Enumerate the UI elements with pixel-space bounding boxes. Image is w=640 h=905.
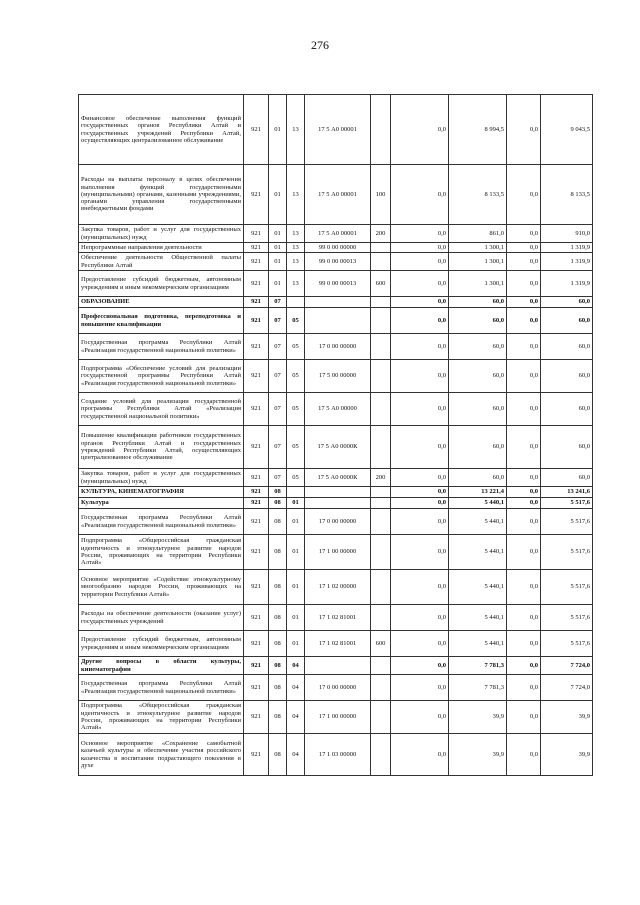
- sum3-cell: 0,0: [507, 297, 541, 308]
- csr-cell: [305, 498, 371, 509]
- csr-cell: 17 1 02 81001: [305, 631, 371, 657]
- table-row: [79, 734, 593, 776]
- sum4-cell: 9 043,5: [541, 95, 593, 165]
- sum3-cell: 0,0: [507, 253, 541, 271]
- vr-cell: 600: [371, 271, 391, 297]
- vr-cell: [371, 393, 391, 426]
- sum3-cell: 0,0: [507, 243, 541, 253]
- table-row: [79, 426, 593, 469]
- csr-cell: 17 1 00 00000: [305, 701, 371, 734]
- sum2-cell: 60,0: [449, 469, 507, 487]
- sum3-cell: 0,0: [507, 334, 541, 360]
- sum2-cell: 5 440,1: [449, 498, 507, 509]
- sum2-cell: 60,0: [449, 360, 507, 393]
- rz-cell: 08: [269, 487, 287, 498]
- vr-cell: 200: [371, 225, 391, 243]
- sum3-cell: 0,0: [507, 271, 541, 297]
- sum1-cell: 0,0: [391, 271, 449, 297]
- csr-cell: 99 0 00 00000: [305, 243, 371, 253]
- sum3-cell: 0,0: [507, 509, 541, 535]
- sum1-cell: 0,0: [391, 570, 449, 605]
- row-name: КУЛЬТУРА, КИНЕМАТОГРАФИЯ: [79, 487, 244, 498]
- pr-cell: 13: [287, 165, 305, 225]
- table-row: [79, 297, 593, 308]
- sum3-cell: 0,0: [507, 165, 541, 225]
- vr-cell: [371, 297, 391, 308]
- rz-cell: 08: [269, 605, 287, 631]
- sum1-cell: 0,0: [391, 95, 449, 165]
- rz-cell: 07: [269, 297, 287, 308]
- sum4-cell: 7 724,0: [541, 675, 593, 701]
- row-name: Основное мероприятие «Сохранение самобытной казачьей культуры и обеспечение участия российского казачества в воспитании подрастающего поколения в духе: [79, 734, 244, 776]
- rz-cell: 01: [269, 165, 287, 225]
- pr-cell: [287, 487, 305, 498]
- pr-cell: 04: [287, 701, 305, 734]
- pr-cell: 01: [287, 605, 305, 631]
- rz-cell: 08: [269, 631, 287, 657]
- grbs-cell: 921: [244, 487, 269, 498]
- csr-cell: [305, 308, 371, 334]
- sum1-cell: 0,0: [391, 675, 449, 701]
- rz-cell: 08: [269, 734, 287, 776]
- sum2-cell: 8 133,5: [449, 165, 507, 225]
- table-row: [79, 253, 593, 271]
- sum4-cell: 5 517,6: [541, 509, 593, 535]
- sum3-cell: 0,0: [507, 570, 541, 605]
- grbs-cell: 921: [244, 271, 269, 297]
- row-name: Культура: [79, 498, 244, 509]
- sum2-cell: 5 440,1: [449, 509, 507, 535]
- csr-cell: 17 1 03 00000: [305, 734, 371, 776]
- vr-cell: [371, 253, 391, 271]
- rz-cell: 07: [269, 334, 287, 360]
- sum1-cell: 0,0: [391, 225, 449, 243]
- vr-cell: [371, 360, 391, 393]
- row-name: Основное мероприятие «Содействие этнокультурному многообразию народов России, проживающих на территории Республики Алтай»: [79, 570, 244, 605]
- sum4-cell: 7 724,0: [541, 657, 593, 675]
- sum3-cell: 0,0: [507, 631, 541, 657]
- sum2-cell: 7 781,3: [449, 675, 507, 701]
- csr-cell: 17 5 А0 0000К: [305, 469, 371, 487]
- csr-cell: 17 1 02 81001: [305, 605, 371, 631]
- vr-cell: [371, 334, 391, 360]
- row-name: Подпрограмма «Обеспечение условий для реализации государственной программы Республики Алтай «Реализация государственной национальной политики»: [79, 360, 244, 393]
- sum1-cell: 0,0: [391, 308, 449, 334]
- row-name: Финансовое обеспечение выполнения функций государственных органов Республики Алтай и государственных учреждений Республики Алтай, осуществляющих централизованное обслуживание: [79, 95, 244, 165]
- rz-cell: 07: [269, 393, 287, 426]
- grbs-cell: 921: [244, 509, 269, 535]
- sum2-cell: 1 300,1: [449, 243, 507, 253]
- sum4-cell: 1 319,9: [541, 271, 593, 297]
- vr-cell: [371, 509, 391, 535]
- pr-cell: 01: [287, 535, 305, 570]
- row-name: Непрограммные направления деятельности: [79, 243, 244, 253]
- sum1-cell: 0,0: [391, 509, 449, 535]
- sum3-cell: 0,0: [507, 498, 541, 509]
- csr-cell: 17 0 00 00000: [305, 509, 371, 535]
- csr-cell: 17 0 00 00000: [305, 675, 371, 701]
- table-row: [79, 271, 593, 297]
- sum4-cell: 1 319,9: [541, 243, 593, 253]
- sum4-cell: 39,9: [541, 701, 593, 734]
- sum2-cell: 60,0: [449, 426, 507, 469]
- sum1-cell: 0,0: [391, 165, 449, 225]
- rz-cell: 01: [269, 225, 287, 243]
- vr-cell: [371, 308, 391, 334]
- sum1-cell: 0,0: [391, 498, 449, 509]
- sum1-cell: 0,0: [391, 426, 449, 469]
- pr-cell: 05: [287, 426, 305, 469]
- grbs-cell: 921: [244, 243, 269, 253]
- grbs-cell: 921: [244, 308, 269, 334]
- rz-cell: 07: [269, 308, 287, 334]
- row-name: Повышение квалификации работников государственных органов Республики Алтай и государственных учреждений Республики Алтай, осуществляющих централизованное обслуживание: [79, 426, 244, 469]
- sum1-cell: 0,0: [391, 605, 449, 631]
- row-name: Подпрограмма «Общероссийская гражданская идентичность и этнокультурное развитие народов России, проживающих на территории Республики Алтай»: [79, 701, 244, 734]
- vr-cell: [371, 487, 391, 498]
- row-name: Предоставление субсидий бюджетным, автономным учреждениям и иным некоммерческим организациям: [79, 271, 244, 297]
- csr-cell: 17 1 00 00000: [305, 535, 371, 570]
- sum2-cell: 8 994,5: [449, 95, 507, 165]
- table-row: [79, 165, 593, 225]
- grbs-cell: 921: [244, 225, 269, 243]
- csr-cell: [305, 487, 371, 498]
- grbs-cell: 921: [244, 469, 269, 487]
- table-row: [79, 570, 593, 605]
- vr-cell: [371, 605, 391, 631]
- sum2-cell: 60,0: [449, 393, 507, 426]
- pr-cell: 04: [287, 675, 305, 701]
- row-name: Обеспечение деятельности Общественной палаты Республики Алтай: [79, 253, 244, 271]
- rz-cell: 08: [269, 535, 287, 570]
- rz-cell: 08: [269, 498, 287, 509]
- csr-cell: [305, 297, 371, 308]
- sum4-cell: 60,0: [541, 308, 593, 334]
- pr-cell: 01: [287, 498, 305, 509]
- pr-cell: 01: [287, 631, 305, 657]
- table-row: [79, 308, 593, 334]
- vr-cell: [371, 95, 391, 165]
- pr-cell: 13: [287, 271, 305, 297]
- vr-cell: [371, 426, 391, 469]
- grbs-cell: 921: [244, 605, 269, 631]
- sum3-cell: 0,0: [507, 225, 541, 243]
- vr-cell: [371, 701, 391, 734]
- table-row: [79, 95, 593, 165]
- sum1-cell: 0,0: [391, 243, 449, 253]
- table-row: [79, 334, 593, 360]
- table-row: [79, 469, 593, 487]
- sum2-cell: 5 440,1: [449, 535, 507, 570]
- row-name: Подпрограмма «Общероссийская гражданская идентичность и этнокультурное развитие народов России, проживающих на территории Республики Алтай»: [79, 535, 244, 570]
- sum4-cell: 60,0: [541, 469, 593, 487]
- row-name: Другие вопросы в области культуры, кинематографии: [79, 657, 244, 675]
- rz-cell: 07: [269, 469, 287, 487]
- grbs-cell: 921: [244, 253, 269, 271]
- sum4-cell: 5 517,6: [541, 535, 593, 570]
- csr-cell: 17 1 02 00000: [305, 570, 371, 605]
- sum3-cell: 0,0: [507, 360, 541, 393]
- sum1-cell: 0,0: [391, 253, 449, 271]
- rz-cell: 08: [269, 657, 287, 675]
- sum4-cell: 60,0: [541, 297, 593, 308]
- row-name: Государственная программа Республики Алтай «Реализация государственной национальной политики»: [79, 334, 244, 360]
- grbs-cell: 921: [244, 675, 269, 701]
- sum2-cell: 60,0: [449, 334, 507, 360]
- grbs-cell: 921: [244, 734, 269, 776]
- row-name: Закупка товаров, работ и услуг для государственных (муниципальных) нужд: [79, 469, 244, 487]
- sum4-cell: 60,0: [541, 426, 593, 469]
- grbs-cell: 921: [244, 334, 269, 360]
- vr-cell: [371, 243, 391, 253]
- rz-cell: 01: [269, 95, 287, 165]
- grbs-cell: 921: [244, 165, 269, 225]
- sum2-cell: 39,9: [449, 701, 507, 734]
- sum2-cell: 60,0: [449, 297, 507, 308]
- sum4-cell: 5 517,6: [541, 605, 593, 631]
- grbs-cell: 921: [244, 701, 269, 734]
- csr-cell: 17 5 А0 0000К: [305, 426, 371, 469]
- sum3-cell: 0,0: [507, 701, 541, 734]
- vr-cell: [371, 570, 391, 605]
- csr-cell: 99 0 00 00013: [305, 271, 371, 297]
- sum2-cell: 1 300,1: [449, 253, 507, 271]
- grbs-cell: 921: [244, 631, 269, 657]
- pr-cell: 13: [287, 95, 305, 165]
- row-name: ОБРАЗОВАНИЕ: [79, 297, 244, 308]
- sum2-cell: 861,0: [449, 225, 507, 243]
- sum1-cell: 0,0: [391, 535, 449, 570]
- vr-cell: [371, 675, 391, 701]
- csr-cell: 17 5 00 00000: [305, 360, 371, 393]
- pr-cell: 05: [287, 334, 305, 360]
- pr-cell: 05: [287, 469, 305, 487]
- row-name: Предоставление субсидий бюджетным, автономным учреждениям и иным некоммерческим организациям: [79, 631, 244, 657]
- vr-cell: [371, 498, 391, 509]
- rz-cell: 08: [269, 675, 287, 701]
- sum1-cell: 0,0: [391, 657, 449, 675]
- rz-cell: 08: [269, 701, 287, 734]
- table-row: [79, 393, 593, 426]
- sum1-cell: 0,0: [391, 487, 449, 498]
- pr-cell: 05: [287, 308, 305, 334]
- sum1-cell: 0,0: [391, 334, 449, 360]
- rz-cell: 01: [269, 271, 287, 297]
- sum1-cell: 0,0: [391, 701, 449, 734]
- pr-cell: 13: [287, 225, 305, 243]
- sum4-cell: 910,0: [541, 225, 593, 243]
- sum2-cell: 1 300,1: [449, 271, 507, 297]
- sum1-cell: 0,0: [391, 393, 449, 426]
- sum3-cell: 0,0: [507, 605, 541, 631]
- table-row: [79, 605, 593, 631]
- row-name: Государственная программа Республики Алтай «Реализация государственной национальной политики»: [79, 509, 244, 535]
- row-name: Государственная программа Республики Алтай «Реализация государственной национальной политики»: [79, 675, 244, 701]
- table-row: [79, 631, 593, 657]
- sum3-cell: 0,0: [507, 469, 541, 487]
- csr-cell: 17 5 А0 00001: [305, 225, 371, 243]
- sum3-cell: 0,0: [507, 675, 541, 701]
- sum3-cell: 0,0: [507, 426, 541, 469]
- sum4-cell: 60,0: [541, 360, 593, 393]
- grbs-cell: 921: [244, 426, 269, 469]
- table-row: [79, 701, 593, 734]
- pr-cell: 05: [287, 360, 305, 393]
- grbs-cell: 921: [244, 570, 269, 605]
- table-row: [79, 657, 593, 675]
- sum2-cell: 13 221,4: [449, 487, 507, 498]
- sum4-cell: 5 517,6: [541, 631, 593, 657]
- rz-cell: 08: [269, 570, 287, 605]
- sum3-cell: 0,0: [507, 487, 541, 498]
- row-name: Закупка товаров, работ и услуг для государственных (муниципальных) нужд: [79, 225, 244, 243]
- pr-cell: 04: [287, 734, 305, 776]
- pr-cell: 04: [287, 657, 305, 675]
- table-row: [79, 675, 593, 701]
- sum2-cell: 39,9: [449, 734, 507, 776]
- sum1-cell: 0,0: [391, 469, 449, 487]
- row-name: Профессиональная подготовка, переподготовка и повышение квалификации: [79, 308, 244, 334]
- sum1-cell: 0,0: [391, 297, 449, 308]
- budget-table: [78, 94, 593, 776]
- grbs-cell: 921: [244, 297, 269, 308]
- sum3-cell: 0,0: [507, 657, 541, 675]
- vr-cell: [371, 657, 391, 675]
- sum3-cell: 0,0: [507, 734, 541, 776]
- table-row: [79, 487, 593, 498]
- row-name: Расходы на выплаты персоналу в целях обеспечения выполнения функций государственными (муниципальными) органами, казенными учреждениями, органами управления государственными внебюджетными фондами: [79, 165, 244, 225]
- pr-cell: 01: [287, 570, 305, 605]
- sum2-cell: 5 440,1: [449, 570, 507, 605]
- vr-cell: [371, 535, 391, 570]
- sum3-cell: 0,0: [507, 95, 541, 165]
- sum3-cell: 0,0: [507, 308, 541, 334]
- rz-cell: 07: [269, 360, 287, 393]
- sum2-cell: 7 781,3: [449, 657, 507, 675]
- csr-cell: 99 0 00 00013: [305, 253, 371, 271]
- sum1-cell: 0,0: [391, 734, 449, 776]
- sum4-cell: 13 241,6: [541, 487, 593, 498]
- sum2-cell: 60,0: [449, 308, 507, 334]
- grbs-cell: 921: [244, 95, 269, 165]
- table-row: [79, 243, 593, 253]
- pr-cell: 05: [287, 393, 305, 426]
- table-row: [79, 225, 593, 243]
- vr-cell: 200: [371, 469, 391, 487]
- row-name: Создание условий для реализации государственной программы Республики Алтай «Реализация государственной национальной политики»: [79, 393, 244, 426]
- sum1-cell: 0,0: [391, 631, 449, 657]
- row-name: Расходы на обеспечение деятельности (оказание услуг) государственных учреждений: [79, 605, 244, 631]
- table-row: [79, 509, 593, 535]
- rz-cell: 01: [269, 243, 287, 253]
- pr-cell: 13: [287, 253, 305, 271]
- sum4-cell: 5 517,6: [541, 570, 593, 605]
- grbs-cell: 921: [244, 360, 269, 393]
- rz-cell: 01: [269, 253, 287, 271]
- table-row: [79, 360, 593, 393]
- page-number: 276: [311, 38, 329, 52]
- sum4-cell: 60,0: [541, 393, 593, 426]
- sum1-cell: 0,0: [391, 360, 449, 393]
- sum3-cell: 0,0: [507, 535, 541, 570]
- sum4-cell: 60,0: [541, 334, 593, 360]
- vr-cell: 600: [371, 631, 391, 657]
- csr-cell: 17 5 А0 00000: [305, 393, 371, 426]
- grbs-cell: 921: [244, 393, 269, 426]
- vr-cell: [371, 734, 391, 776]
- csr-cell: 17 0 00 00000: [305, 334, 371, 360]
- table-row: [79, 498, 593, 509]
- sum3-cell: 0,0: [507, 393, 541, 426]
- pr-cell: 13: [287, 243, 305, 253]
- grbs-cell: 921: [244, 535, 269, 570]
- rz-cell: 07: [269, 426, 287, 469]
- sum2-cell: 5 440,1: [449, 631, 507, 657]
- sum4-cell: 39,9: [541, 734, 593, 776]
- grbs-cell: 921: [244, 498, 269, 509]
- sum4-cell: 1 319,9: [541, 253, 593, 271]
- pr-cell: [287, 297, 305, 308]
- csr-cell: 17 5 А0 00001: [305, 95, 371, 165]
- table-row: [79, 535, 593, 570]
- csr-cell: [305, 657, 371, 675]
- pr-cell: 01: [287, 509, 305, 535]
- grbs-cell: 921: [244, 657, 269, 675]
- sum2-cell: 5 440,1: [449, 605, 507, 631]
- rz-cell: 08: [269, 509, 287, 535]
- vr-cell: 100: [371, 165, 391, 225]
- sum4-cell: 8 133,5: [541, 165, 593, 225]
- sum4-cell: 5 517,6: [541, 498, 593, 509]
- csr-cell: 17 5 А0 00001: [305, 165, 371, 225]
